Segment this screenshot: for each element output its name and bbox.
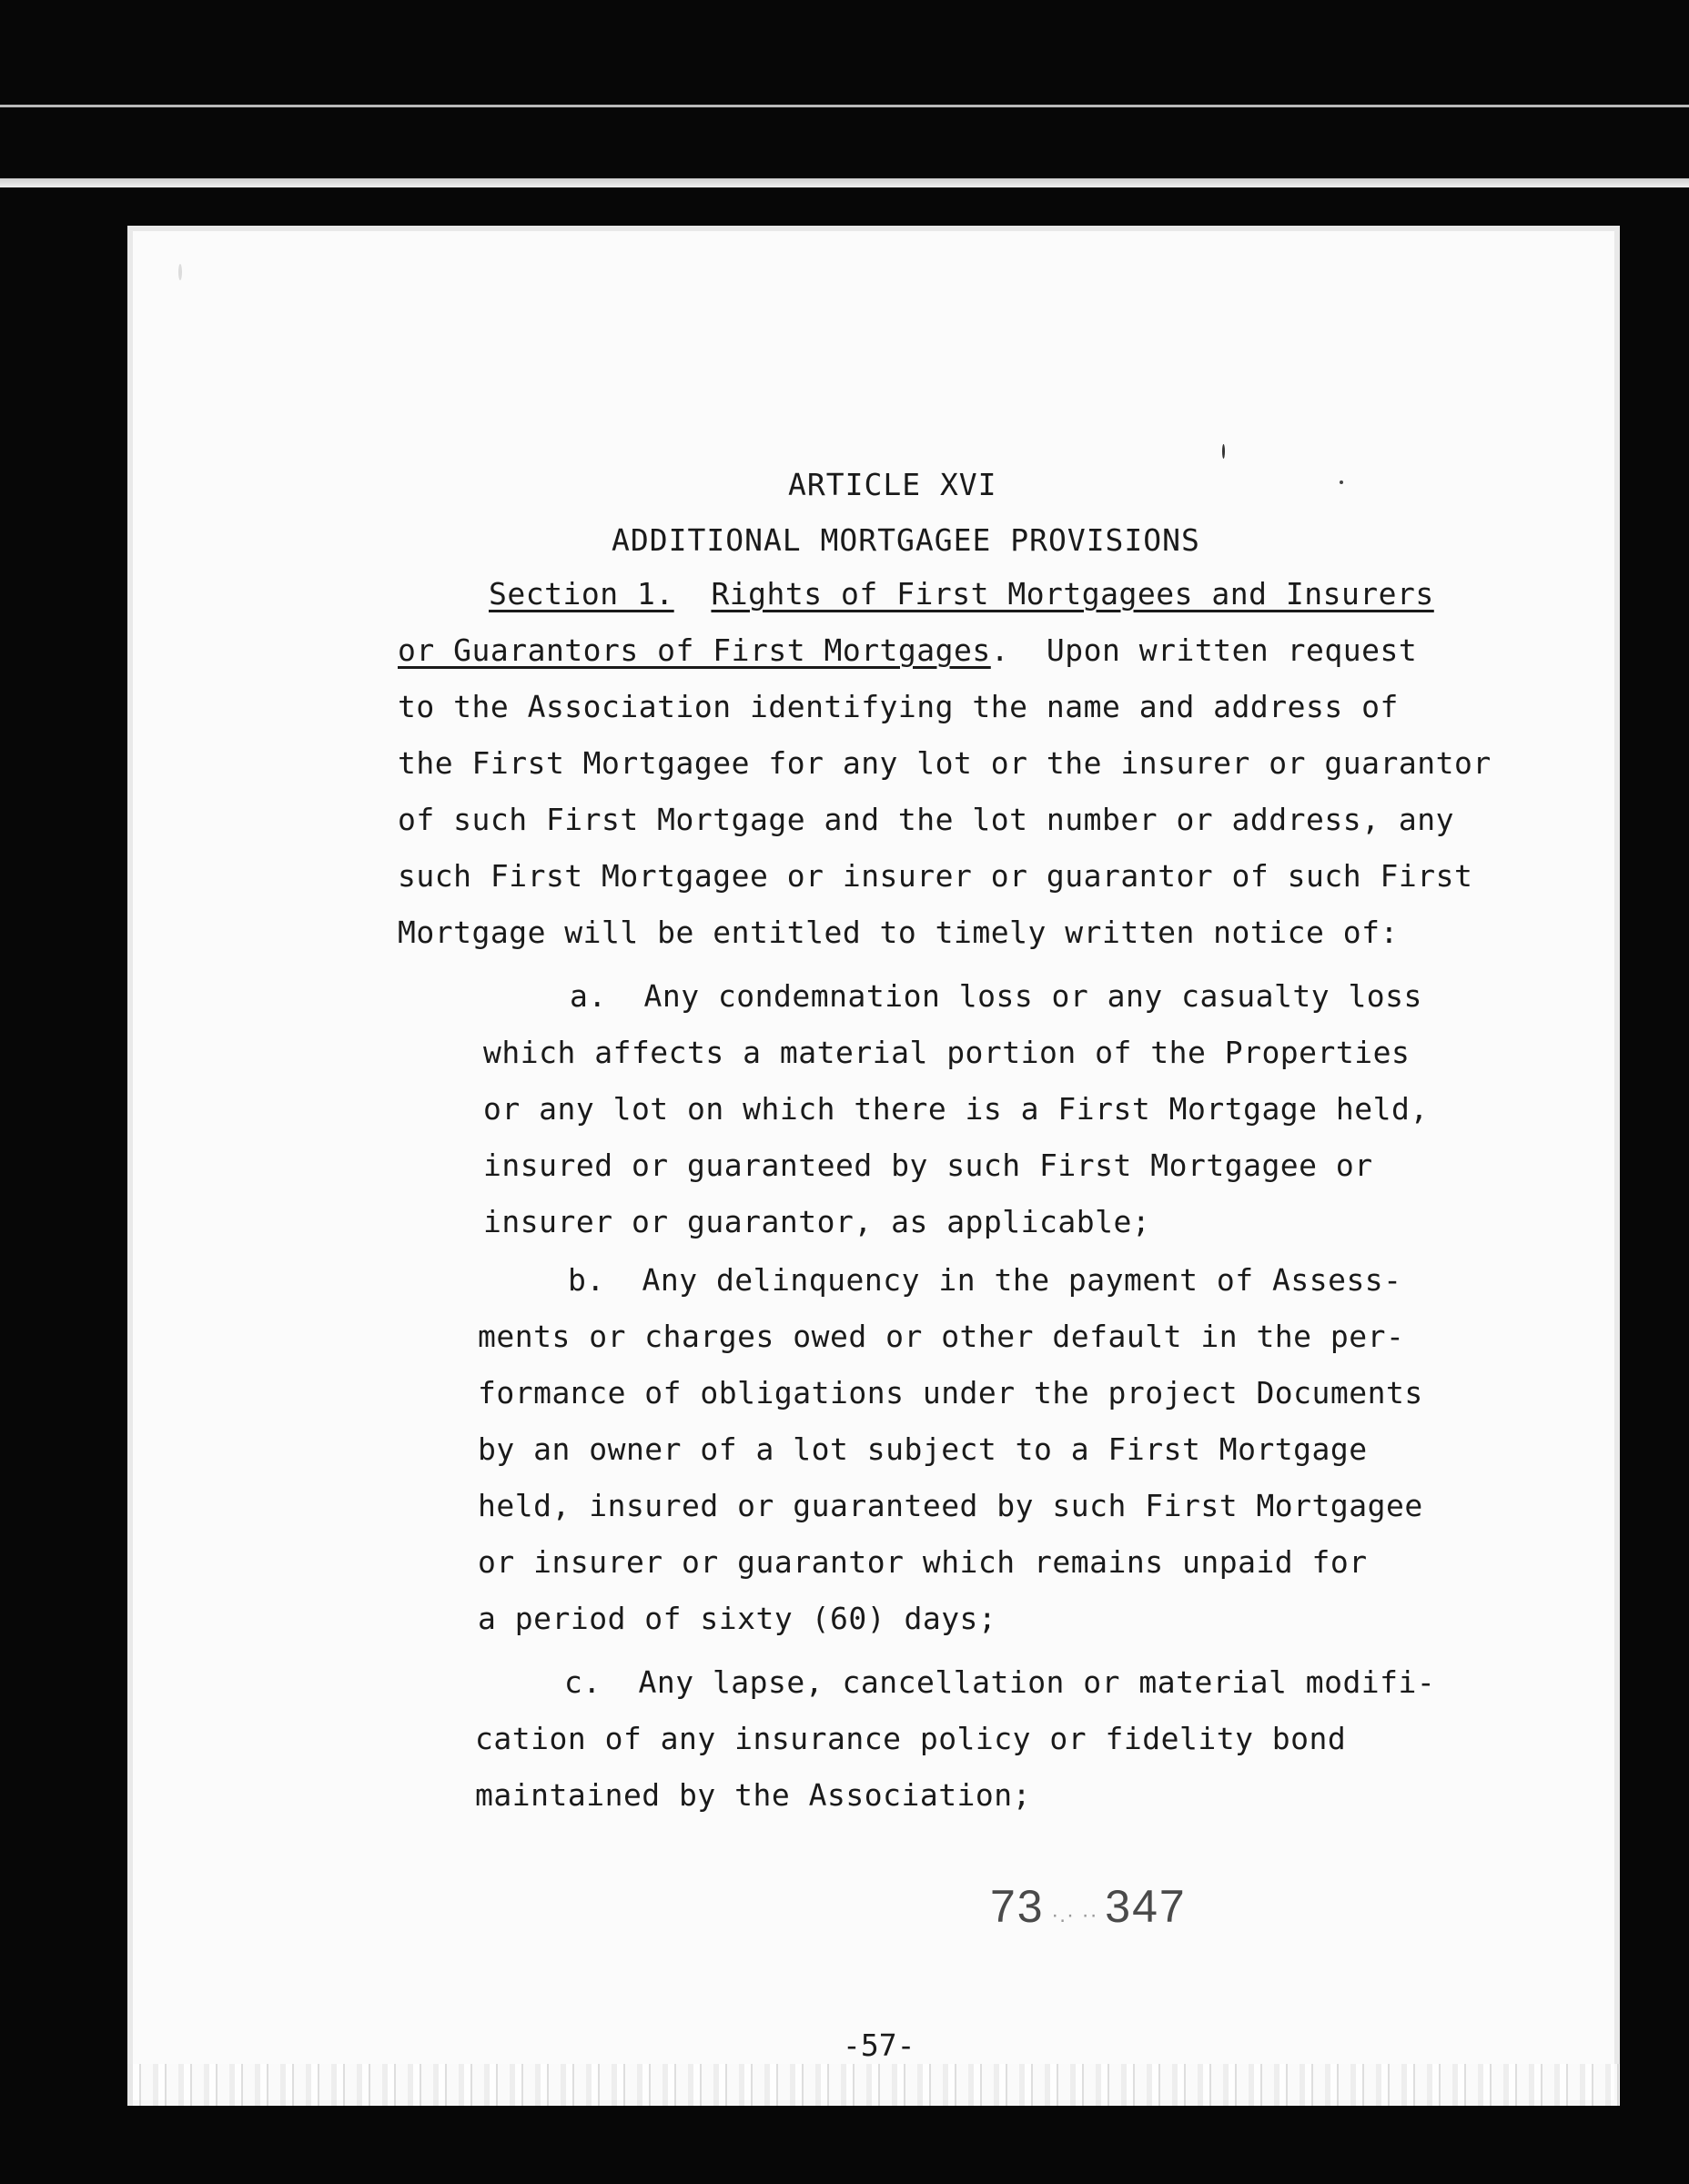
section-label: Section 1.	[489, 576, 674, 612]
item-c-line: maintained by the Association;	[475, 1777, 1032, 1813]
section-title-line-2-row	[398, 622, 1417, 679]
scan-top-edge	[0, 178, 1689, 187]
recording-stamp	[990, 1880, 1187, 1933]
item-b-line: held, insured or guaranteed by such First Mortgagee	[478, 1488, 1423, 1523]
page-bottom-edge	[127, 2064, 1620, 2106]
item-a-line: or any lot on which there is a First Mortgage held,	[483, 1091, 1429, 1127]
intro-line-1-tail: Upon written request	[1046, 632, 1418, 668]
recording-stamp-suffix: 347	[1105, 1881, 1187, 1932]
recording-stamp-prefix: 73	[990, 1881, 1045, 1932]
intro-line: of such First Mortgage and the lot number or address, any	[398, 802, 1454, 837]
item-c-line: c. Any lapse, cancellation or material modifi-	[564, 1664, 1436, 1700]
item-b-line: ments or charges owed or other default in the per-	[478, 1319, 1405, 1354]
section-title-period: .	[990, 632, 1010, 668]
page-number: -57-	[843, 2027, 915, 2063]
item-b-line: by an owner of a lot subject to a First Mortgage	[478, 1431, 1368, 1467]
intro-line: the First Mortgagee for any lot or the insurer or guarantor	[398, 745, 1492, 781]
section-title-line-1: Rights of First Mortgagees and Insurers	[711, 576, 1434, 612]
scan-speck	[1340, 480, 1343, 484]
item-b-line: or insurer or guarantor which remains unpaid for	[478, 1544, 1368, 1580]
intro-line: such First Mortgagee or insurer or guarantor of such First	[398, 858, 1473, 894]
item-b-line: a period of sixty (60) days;	[478, 1601, 997, 1636]
scan-top-rule	[0, 105, 1689, 107]
article-number: ARTICLE XVI	[788, 467, 997, 502]
item-a-line: insurer or guarantor, as applicable;	[483, 1204, 1151, 1239]
scan-speck	[178, 264, 182, 280]
item-a-line: insured or guaranteed by such First Mortgagee or	[483, 1148, 1373, 1183]
intro-line: to the Association identifying the name and address of	[398, 689, 1399, 724]
item-a-line: a. Any condemnation loss or any casualty loss	[570, 978, 1422, 1014]
scan-speck	[1222, 444, 1225, 459]
section-heading-line	[489, 566, 1434, 622]
stamp-smudge: ·.· ··	[1044, 1903, 1106, 1927]
item-b-line: formance of obligations under the project Documents	[478, 1375, 1423, 1410]
item-a-line: which affects a material portion of the Properties	[483, 1035, 1411, 1070]
item-b-line: b. Any delinquency in the payment of Assess-	[568, 1262, 1402, 1298]
section-title-line-2: or Guarantors of First Mortgages	[398, 632, 991, 668]
intro-line: Mortgage will be entitled to timely written notice of:	[398, 915, 1399, 950]
article-title: ADDITIONAL MORTGAGEE PROVISIONS	[612, 522, 1200, 558]
item-c-line: cation of any insurance policy or fidelity bond	[475, 1721, 1347, 1756]
